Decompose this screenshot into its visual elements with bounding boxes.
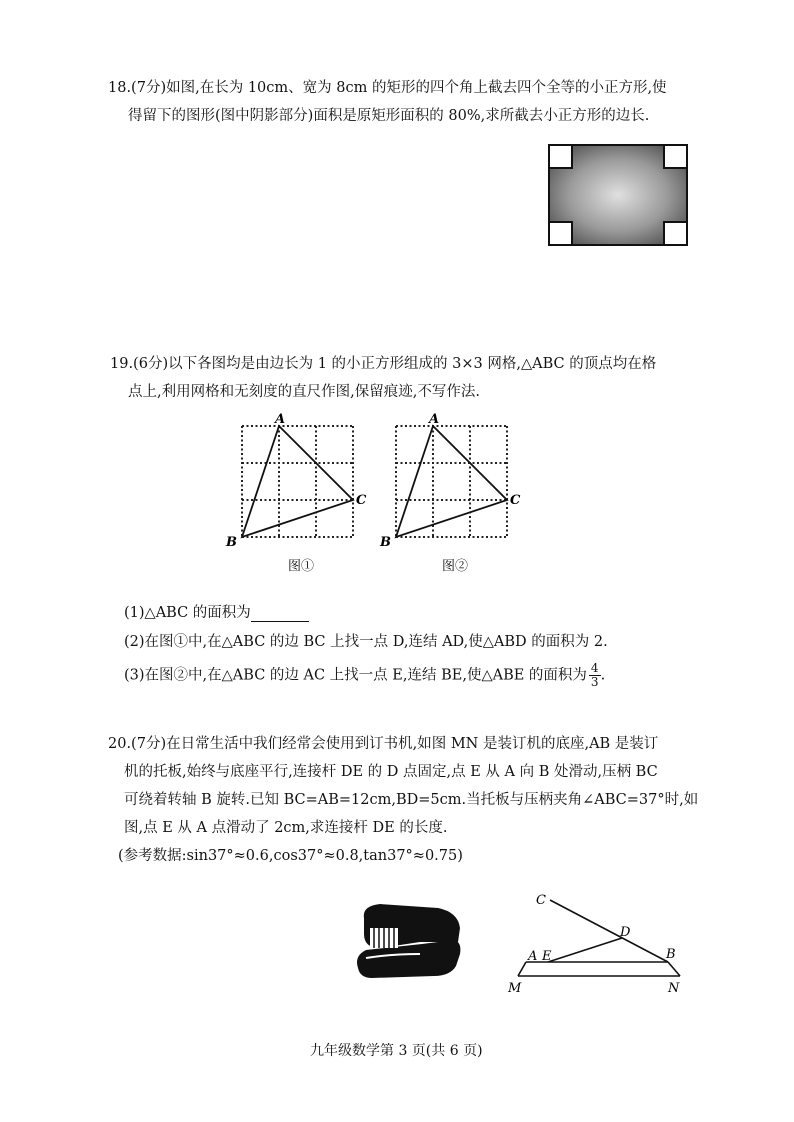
vertex-b-label: B	[380, 535, 391, 550]
corner-square-tr	[664, 145, 687, 168]
q18-line2: 得留下的图形(图中阴影部分)面积是原矩形面积的 80%,求所截去小正方形的边长.	[128, 108, 650, 124]
vertex-a-label: A	[429, 412, 440, 427]
point-n-label: N	[668, 981, 680, 996]
q19-line2: 点上,利用网格和无刻度的直尺作图,保留痕迹,不写作法.	[128, 384, 480, 400]
stapler-picture	[350, 898, 466, 982]
triangle-abc	[396, 426, 507, 537]
q20-line2: 机的托板,始终与底座平行,连接杆 DE 的 D 点固定,点 E 从 A 向 B 处滑动,压柄 BC	[124, 764, 658, 780]
rod-de	[548, 938, 622, 962]
page-footer: 九年级数学第 3 页(共 6 页)	[310, 1043, 483, 1059]
fraction-four-thirds	[589, 662, 601, 689]
q19-sub3-end: .	[600, 667, 606, 684]
vertex-c-label: C	[510, 493, 521, 508]
point-d-label: D	[620, 925, 631, 940]
q18-rectangle-figure	[548, 144, 688, 246]
caption-figure-1: 图①	[288, 559, 315, 574]
vertex-c-label: C	[356, 493, 367, 508]
stapler-diagram	[500, 884, 700, 998]
point-b-label: B	[666, 947, 676, 962]
q19-grid-figure-2	[374, 410, 524, 550]
q19-sub3-text: (3)在图②中,在△ABC 的边 AC 上找一点 E,连结 BE,使△ABE 的面积为	[124, 667, 587, 684]
caption-figure-2: 图②	[442, 559, 469, 574]
q20-line4: 图,点 E 从 A 点滑动了 2cm,求连接杆 DE 的长度.	[124, 820, 448, 836]
q19-sub1	[124, 601, 309, 622]
fraction-numerator: 4	[590, 661, 599, 675]
q18-line1: 18.(7分)如图,在长为 10cm、宽为 8cm 的矩形的四个角上截去四个全等的小正方形,使	[108, 80, 667, 96]
vertex-b-label: B	[226, 535, 237, 550]
vertex-a-label: A	[275, 412, 286, 427]
q19-sub1-text: (1)△ABC 的面积为	[124, 605, 251, 621]
q19-grid-figure-1	[220, 410, 370, 550]
point-a-label: A	[528, 949, 538, 964]
corner-square-tl	[549, 145, 572, 168]
fraction-denominator: 3	[590, 675, 599, 689]
q20-line1: 20.(7分)在日常生活中我们经常会使用到订书机,如图 MN 是装订机的底座,AB 是装订	[108, 736, 659, 752]
handle-bc	[550, 900, 668, 962]
triangle-abc	[242, 426, 353, 537]
q20-line5: (参考数据:sin37°≈0.6,cos37°≈0.8,tan37°≈0.75)	[118, 848, 463, 864]
q19-sub3	[124, 662, 605, 689]
q19-sub2: (2)在图①中,在△ABC 的边 BC 上找一点 D,连结 AD,使△ABD 的面积为 2.	[124, 634, 608, 650]
answer-blank[interactable]	[251, 607, 309, 622]
point-e-label: E	[542, 949, 552, 964]
q19-line1: 19.(6分)以下各图均是由边长为 1 的小正方形组成的 3×3 网格,△ABC 的顶点均在格	[110, 356, 657, 372]
point-c-label: C	[536, 893, 546, 908]
point-m-label: M	[508, 981, 522, 996]
q20-line3: 可绕着转轴 B 旋转.已知 BC=AB=12cm,BD=5cm.当托板与压柄夹角∠ABC=37°时,如	[124, 792, 699, 808]
corner-square-br	[664, 222, 687, 245]
corner-square-bl	[549, 222, 572, 245]
